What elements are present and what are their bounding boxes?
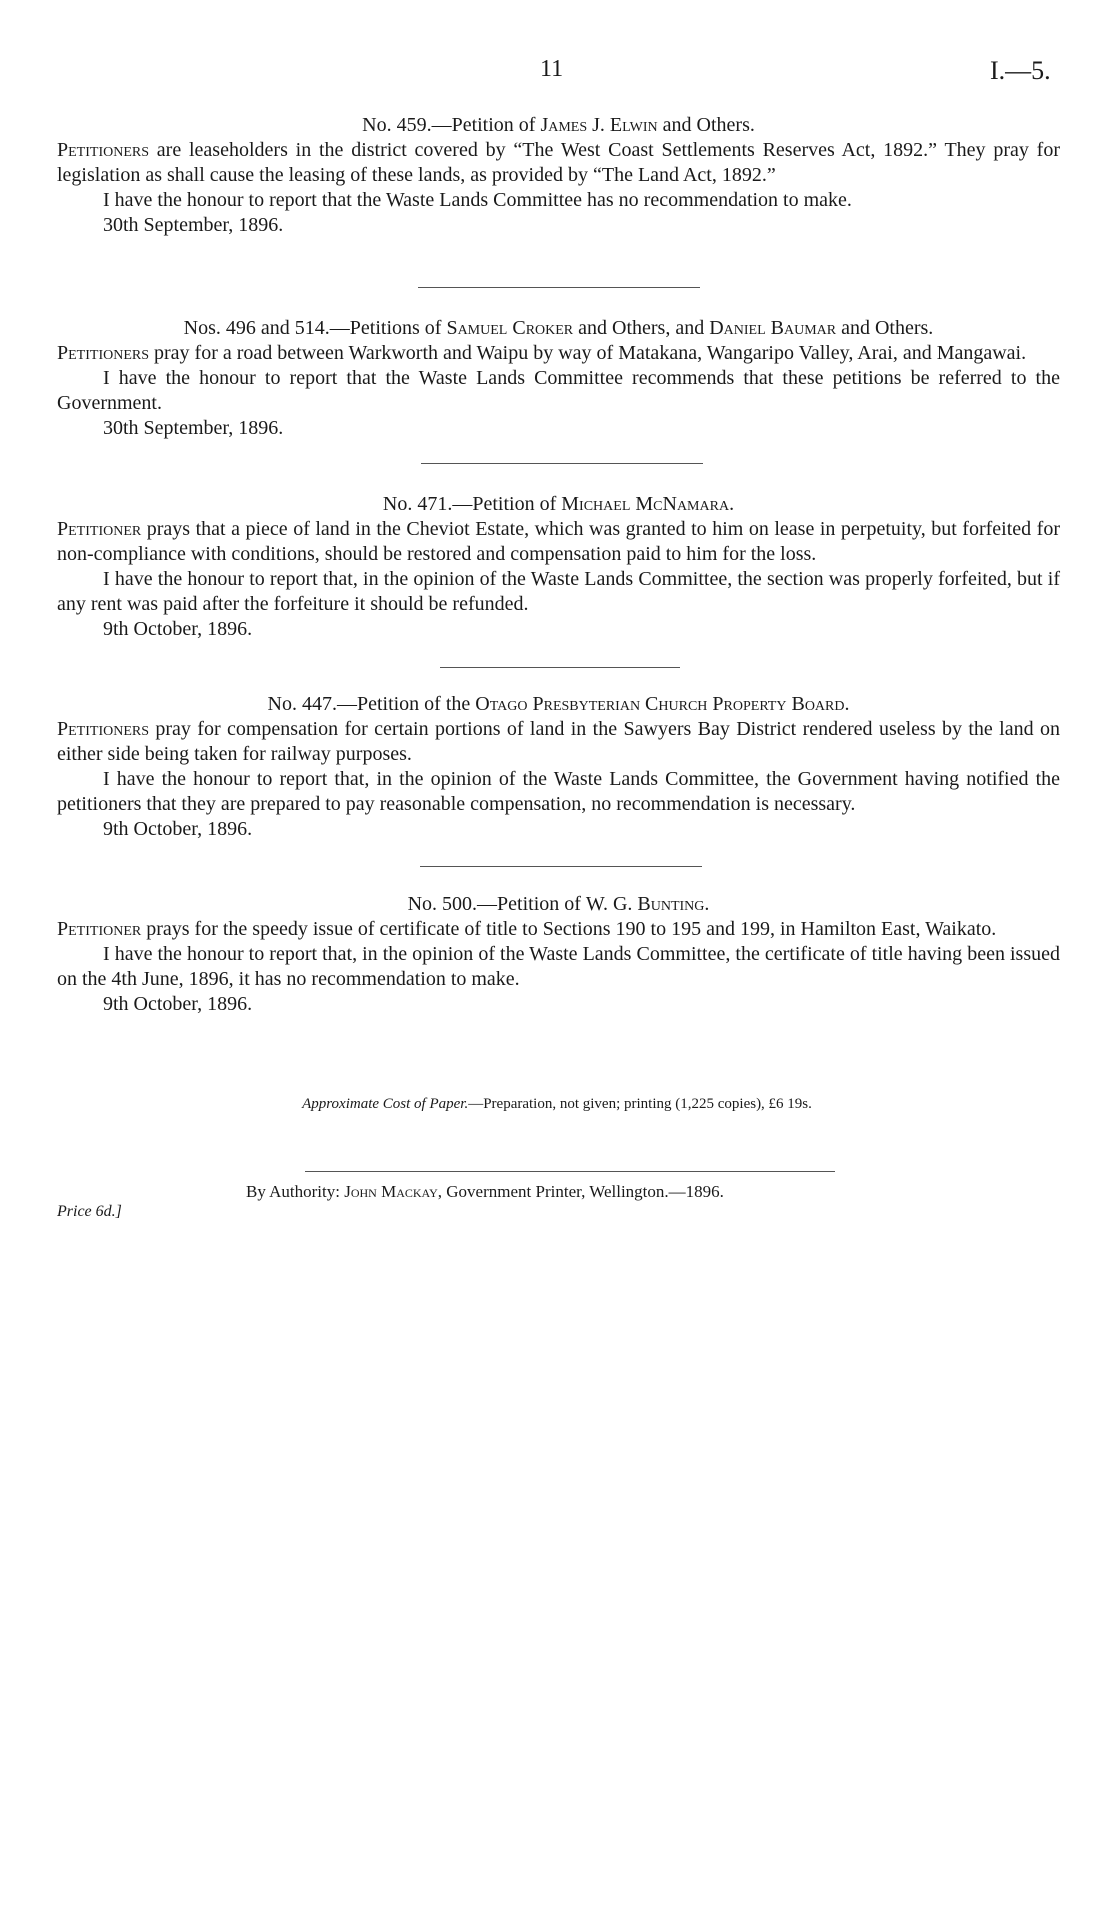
petition-heading [57, 316, 1060, 341]
committee-report: I have the honour to report that, in the opinion of the Waste Lands Committee, the certificate of title having been issued on the 4th June, 1896, it has no recommendation to make. [57, 943, 1060, 990]
heading-prefix: No. 459.—Petition of [362, 114, 541, 136]
petitioner-name: James J. Elwin [540, 114, 658, 136]
committee-report: I have the honour to report that, in the opinion of the Waste Lands Committee, the section was properly forfeited, but if any rent was paid after the forfeiture it should be refunded. [57, 568, 1060, 615]
heading-middle: and Others, and [573, 317, 710, 339]
petition-text: are leaseholders in the district covered by “The West Coast Settlements Reserves Act, 1892.” They pray for legislation as shall cause the leasing of these lands, as provided by “The Land Act, 1892.” [57, 139, 1060, 186]
section-divider [440, 667, 680, 668]
petition-heading [57, 692, 1060, 717]
report-date: 9th October, 1896. [103, 818, 253, 840]
committee-report: I have the honour to report that, in the opinion of the Waste Lands Committee, the Government having notified the petitioners that they are prepared to pay reasonable compensation, no recommendation is necessary. [57, 768, 1060, 815]
petitioner-name: Samuel Croker [446, 317, 574, 339]
petitioner-name: Michael McNamara [561, 493, 730, 515]
petition-body [57, 341, 1060, 366]
footer-divider [305, 1171, 835, 1172]
committee-report: I have the honour to report that the Waste Lands Committee has no recommendation to make. [103, 189, 852, 211]
petition-text: prays for the speedy issue of certificate of title to Sections 190 to 195 and 199, in Hamilton East, Waikato. [141, 918, 997, 940]
heading-suffix: and Others. [657, 114, 755, 136]
lead-word: Petitioners [57, 139, 149, 161]
committee-report: I have the honour to report that the Waste Lands Committee recommends that these petitions be referred to the Government. [57, 367, 1060, 414]
petition-500 [57, 892, 1060, 1017]
paper-reference: I.—5. [990, 56, 1051, 85]
page-number: 11 [540, 56, 564, 82]
heading-prefix: No. 447.—Petition of the [267, 693, 476, 715]
approximate-cost-note [0, 1096, 1114, 1113]
petition-459 [57, 113, 1060, 238]
petition-body [57, 917, 1060, 942]
petition-text: pray for a road between Warkworth and Waipu by way of Matakana, Wangaripo Valley, Arai, and Mangawai. [149, 342, 1027, 364]
heading-suffix: and Others. [836, 317, 934, 339]
petition-text: prays that a piece of land in the Cheviot Estate, which was granted to him on lease in perpetuity, but forfeited for non-compliance with conditions, should be restored and compensation paid to him for the loss. [57, 518, 1060, 565]
petition-body [57, 517, 1060, 567]
petitioner-name: Otago Presbyterian Church Property Board [475, 693, 845, 715]
report-date: 9th October, 1896. [103, 993, 253, 1015]
printer-name: John Mackay [344, 1182, 438, 1201]
heading-suffix: . [729, 493, 735, 515]
petition-heading [57, 892, 1060, 917]
heading-prefix: No. 500.—Petition of [407, 893, 586, 915]
printer-authority [246, 1182, 724, 1202]
lead-word: Petitioners [57, 718, 149, 740]
heading-prefix: Nos. 496 and 514.—Petitions of [183, 317, 447, 339]
heading-prefix: No. 471.—Petition of [382, 493, 562, 515]
petition-447 [57, 692, 1060, 842]
section-divider [421, 463, 703, 464]
report-date: 9th October, 1896. [103, 618, 253, 640]
authority-prefix: By Authority: [246, 1182, 345, 1201]
lead-word: Petitioner [57, 518, 142, 540]
petition-496-514 [57, 316, 1060, 441]
cost-label: Approximate Cost of Paper. [302, 1096, 469, 1112]
petition-text: pray for compensation for certain portions of land in the Sawyers Bay District rendered useless by the land on either side being taken for railway purposes. [57, 718, 1060, 765]
section-divider [420, 866, 702, 867]
petitioner-name-2: Daniel Baumar [709, 317, 837, 339]
petition-body [57, 717, 1060, 767]
petition-body [57, 138, 1060, 188]
lead-word: Petitioners [57, 342, 149, 364]
report-date: 30th September, 1896. [103, 417, 284, 439]
petitioner-name: W. G. Bunting [585, 893, 705, 915]
cost-text: —Preparation, not given; printing (1,225 copies), £6 19s. [468, 1096, 812, 1112]
petition-heading [57, 113, 1060, 138]
heading-suffix: . [844, 693, 850, 715]
section-divider [418, 287, 700, 288]
petition-471 [57, 492, 1060, 642]
price-note: Price 6d.] [57, 1203, 122, 1220]
lead-word: Petitioner [57, 918, 142, 940]
authority-suffix: , Government Printer, Wellington.—1896. [437, 1182, 724, 1201]
petition-heading [57, 492, 1060, 517]
report-date: 30th September, 1896. [103, 214, 284, 236]
heading-suffix: . [704, 893, 710, 915]
